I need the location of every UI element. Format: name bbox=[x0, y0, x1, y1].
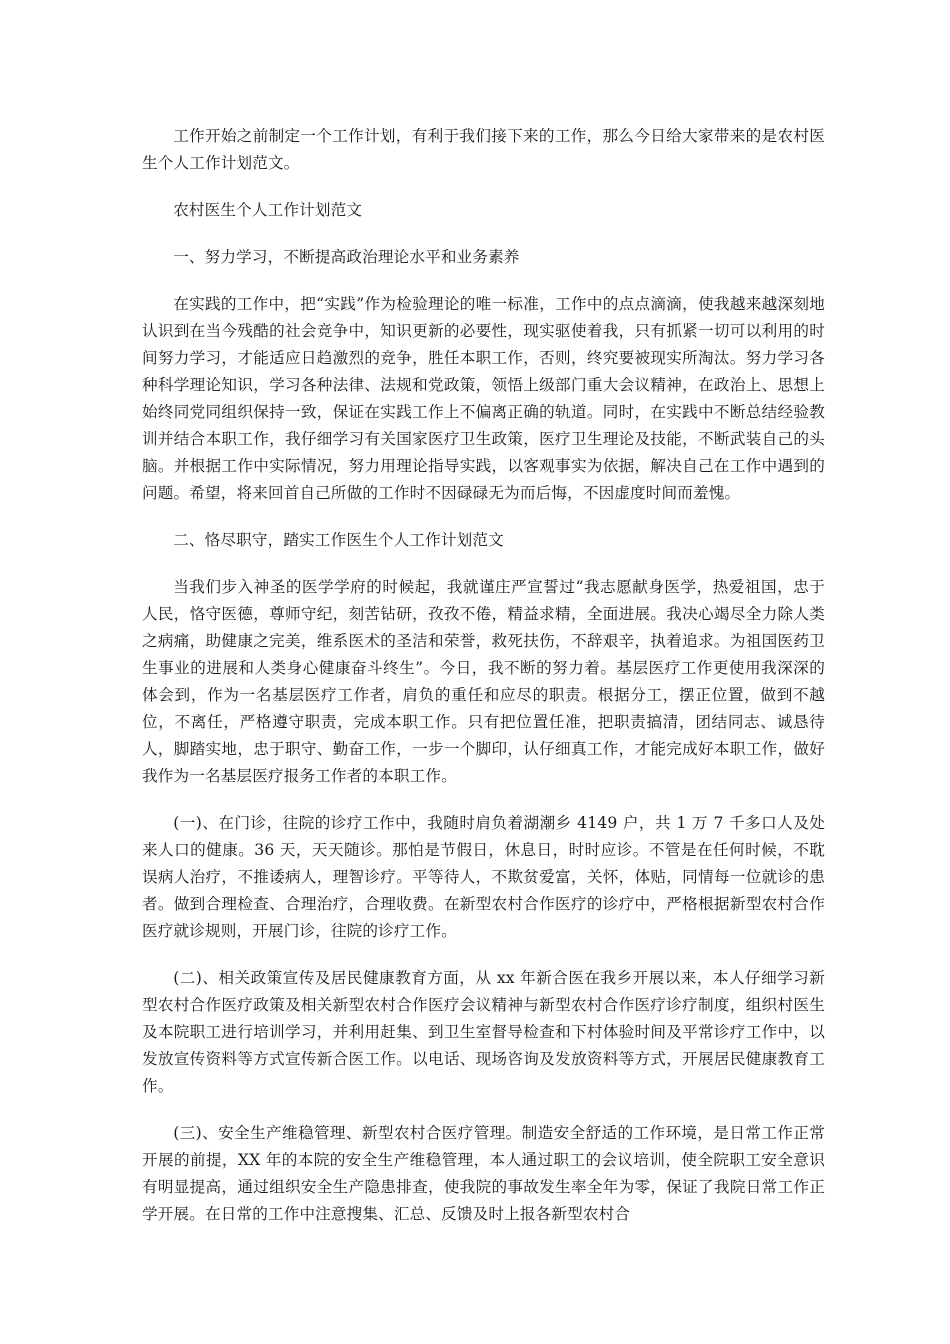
subsection-outpatient: (一)、在门诊，往院的诊疗工作中，我随时肩负着湖潮乡 4149 户，共 1 万 7 千多口人及处来人口的健康。36 天，天天随诊。那怕是节假日，休息日，时时应诊。不管是在任何时候，不耽误病人治疗，不推诿病人，理智诊疗。平等待人，不欺贫爱富，关怀，体贴，同情每一位就诊的患者。做到合理检查、合理治疗，合理收费。在新型农村合作医疗的诊疗中，严格根据新型农村合作医疗就诊规则，开展门诊，往院的诊疗工作。 bbox=[142, 814, 825, 940]
paragraph-spacer bbox=[142, 177, 825, 197]
paragraph-spacer bbox=[142, 554, 825, 574]
subsection-safety-management: (三)、安全生产维稳管理、新型农村合医疗管理。制造安全舒适的工作环境，是日常工作正常开展的前提，XX 年的本院的安全生产维稳管理，本人通过职工的会议培训，使全院职工安全意识有明显提高，通过组织安全生产隐患排查，使我院的事故发生率全年为零，保证了我院日常工作正学开展。在日常的工作中注意搜集、汇总、反馈及时上报各新型农村合 bbox=[142, 1124, 825, 1223]
paragraph-spacer bbox=[142, 224, 825, 244]
intro-paragraph: 工作开始之前制定一个工作计划，有利于我们接下来的工作，那么今日给大家带来的是农村医生个人工作计划范文。 bbox=[142, 127, 825, 172]
paragraph-spacer bbox=[142, 945, 825, 965]
subsection-policy-education: (二)、相关政策宣传及居民健康教育方面，从 xx 年新合医在我乡开展以来，本人仔细学习新型农村合作医疗政策及相关新型农村合作医疗会议精神与新型农村合作医疗诊疗制度，组织村医生及本院职工进行培训学习，并利用赶集、到卫生室督导检查和下村体验时间及平常诊疗工作中，以发放宣传资料等方式宣传新合医工作。以电话、现场咨询及发放资料等方式，开展居民健康教育工作。 bbox=[142, 969, 825, 1095]
paragraph-spacer bbox=[142, 1100, 825, 1120]
paragraph-spacer bbox=[142, 790, 825, 810]
section-heading-2: 二、恪尽职守，踏实工作医生个人工作计划范文 bbox=[173, 531, 504, 549]
body-paragraph-1: 在实践的工作中，把“实践”作为检验理论的唯一标准，工作中的点点滴滴，使我越来越深刻地认识到在当今残酷的社会竞争中，知识更新的必要性，现实驱使着我，只有抓紧一切可以利用的时间努力学习，才能适应日趋激烈的竞争，胜任本职工作，否则，终究要被现实所淘汰。努力学习各种科学理论知识，学习各种法律、法规和党政策，领悟上级部门重大会议精神，在政治上、思想上始终同党同组织保持一致，保证在实践工作上不偏离正确的轨道。同时，在实践中不断总结经验教训并结合本职工作，我仔细学习有关国家医疗卫生政策，医疗卫生理论及技能，不断武装自己的头脑。并根据工作中实际情况，努力用理论指导实践，以客观事实为依据，解决自己在工作中遇到的问题。希望，将来回首自己所做的工作时不因碌碌无为而后悔，不因虚度时间而羞愧。 bbox=[142, 295, 825, 502]
document-title: 农村医生个人工作计划范文 bbox=[173, 201, 363, 219]
body-paragraph-2: 当我们步入神圣的医学学府的时候起，我就谨庄严宣誓过“我志愿献身医学，热爱祖国，忠于人民，恪守医德，尊师守纪，刻苦钻研，孜孜不倦，精益求精，全面进展。我决心竭尽全力除人类之病痛，助健康之完美，维系医术的圣洁和荣誉，救死扶伤，不辞艰辛，执着追求。为祖国医药卫生事业的进展和人类身心健康奋斗终生”。今日，我不断的努力着。基层医疗工作更使用我深深的体会到，作为一名基层医疗工作者，肩负的重任和应尽的职责。根据分工，摆正位置，做到不越位，不离任，严格遵守职责，完成本职工作。只有把位置任准，把职责搞清，团结同志、诚恳待人，脚踏实地，忠于职守、勤奋工作，一步一个脚印，认仔细真工作，才能完成好本职工作，做好我作为一名基层医疗报务工作者的本职工作。 bbox=[142, 578, 825, 785]
document-body bbox=[142, 123, 825, 1228]
paragraph-spacer bbox=[142, 507, 825, 527]
section-heading-1: 一、努力学习，不断提高政治理论水平和业务素养 bbox=[173, 248, 520, 266]
paragraph-spacer bbox=[142, 271, 825, 291]
